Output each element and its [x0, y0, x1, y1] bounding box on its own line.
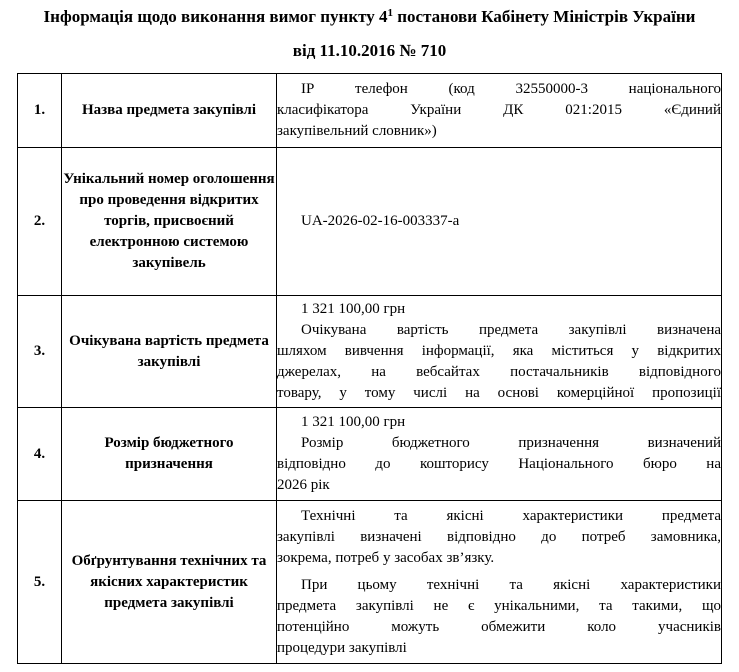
document-title-line-2: від 11.10.2016 № 710	[292, 41, 447, 60]
value-line: Технічні та якісні характеристики предмета	[301, 507, 721, 524]
value-line: товару, у тому числі на основі комерційної пропозиції	[277, 385, 721, 401]
budget-amount: 1 321 100,00 грн	[301, 414, 406, 430]
row-label: Очікувана вартість предмета закупівлі	[62, 296, 277, 408]
row-value	[277, 148, 722, 296]
procurement-info-table	[17, 73, 722, 664]
title-superscript: 1	[387, 7, 393, 19]
table-row	[18, 296, 722, 408]
row-number: 5.	[18, 501, 62, 664]
row-value	[277, 296, 722, 408]
document-title-line-1: Інформація щодо виконання вимог пункту $4^1$ постанови Кабінету Міністрів України	[43, 7, 696, 26]
value-line: класифікатора України ДК 021:2015 «Єдиний	[277, 102, 721, 118]
table-row	[18, 408, 722, 501]
table-row	[18, 74, 722, 148]
value-line: ІР телефон (код 32550000-3 національного	[301, 81, 721, 97]
value-line: шляхом вивчення інформації, яка міститься у відкритих	[277, 343, 721, 359]
row-number: 3.	[18, 296, 62, 408]
value-line: закупівлі визначені відповідно до потреб замовника,	[277, 528, 721, 545]
row-label: Обґрунтування технічних та якісних характеристик предмета закупівлі	[62, 501, 277, 664]
table-row	[18, 148, 722, 296]
value-line: потенційно можуть обмежити коло учасників	[277, 618, 721, 635]
value-line: відповідно до кошторису Національного бюро на	[277, 456, 721, 472]
value-line: Очікувана вартість предмета закупівлі визначена	[301, 322, 721, 338]
expected-cost-amount: 1 321 100,00 грн	[301, 301, 406, 317]
value-line: закупівельний словник»)	[277, 123, 437, 139]
value-line: процедури закупівлі	[277, 639, 407, 656]
row-value	[277, 501, 722, 664]
value-line: При цьому технічні та якісні характеристики	[301, 576, 721, 593]
row-value	[277, 74, 722, 148]
procurement-id: UA-2026-02-16-003337-a	[301, 213, 460, 229]
value-line: Розмір бюджетного призначення визначений	[301, 435, 721, 451]
table-row	[18, 501, 722, 664]
value-line: джерелах, на вебсайтах постачальників відповідного	[277, 364, 721, 380]
value-line: предмета закупівлі не є унікальними, та такими, що	[277, 597, 721, 614]
row-label: Розмір бюджетного призначення	[62, 408, 277, 501]
row-number: 4.	[18, 408, 62, 501]
value-line: 2026 рік	[277, 477, 330, 493]
row-number: 1.	[18, 74, 62, 148]
value-line: зокрема, потреб у засобах зв’язку.	[277, 549, 495, 566]
row-label: Унікальний номер оголошення про проведення відкритих торгів, присвоєний електронною системою закупівель	[62, 148, 277, 296]
row-number: 2.	[18, 148, 62, 296]
row-label: Назва предмета закупівлі	[62, 74, 277, 148]
row-value	[277, 408, 722, 501]
